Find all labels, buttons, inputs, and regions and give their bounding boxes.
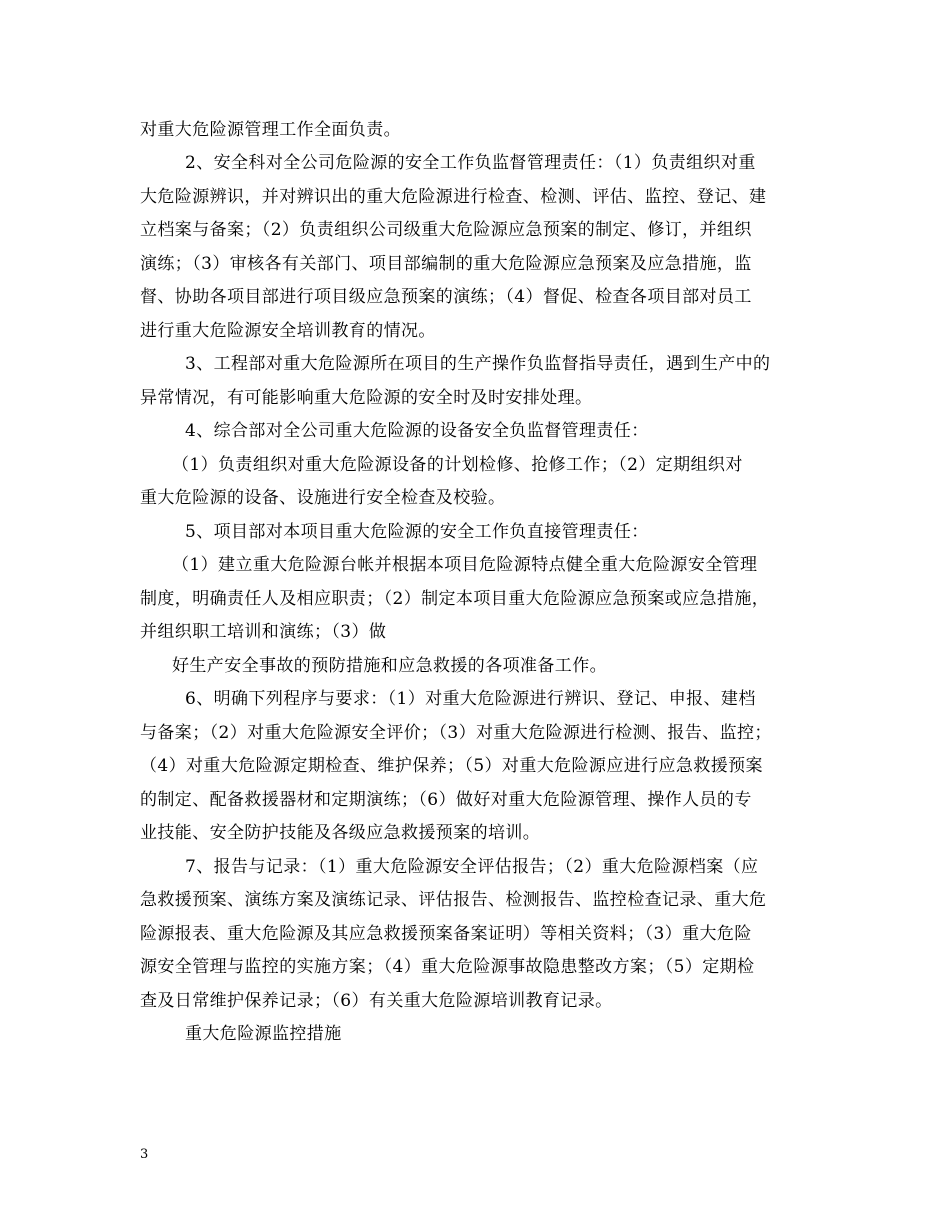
text-line: 进行重大危险源安全培训教育的情况。 xyxy=(140,321,436,341)
text-line: 查及日常维护保养记录；（6）有关重大危险源培训教育记录。 xyxy=(140,991,613,1011)
text-line: 督、协助各项目部进行项目级应急预案的演练；（4）督促、检查各项目部对员工 xyxy=(140,287,752,307)
text-line: 对重大危险源管理工作全面负责。 xyxy=(140,120,401,140)
text-line: 演练；（3）审核各有关部门、项目部编制的重大危险源应急预案及应急措施，监 xyxy=(140,254,752,274)
text-line: 重大危险源的设备、设施进行安全检查及校验。 xyxy=(140,488,506,508)
text-line: 急救援预案、演练方案及演练记录、评估报告、检测报告、监控检查记录、重大危 xyxy=(140,890,767,910)
text-line: 的制定、配备救援器材和定期演练；（6）做好对重大危险源管理、操作人员的专 xyxy=(140,790,752,810)
text-line: 制度，明确责任人及相应职责；（2）制定本项目重大危险源应急预案或应急措施， xyxy=(140,589,770,609)
text-line: 4、综合部对全公司重大危险源的设备安全负监督管理责任： xyxy=(185,421,649,441)
text-line: （1）建立重大危险源台帐并根据本项目危险源特点健全重大危险源安全管理 xyxy=(172,555,758,575)
text-line: 3、工程部对重大危险源所在项目的生产操作负监督指导责任，遇到生产中的 xyxy=(185,354,771,374)
text-line: （1）负责组织对重大危险源设备的计划检修、抢修工作；（2）定期组织对 xyxy=(172,455,743,475)
text-line: （4）对重大危险源定期检查、维护保养；（5）对重大危险源应进行应急救援预案 xyxy=(140,756,763,776)
text-line: 好生产安全事故的预防措施和应急救援的各项准备工作。 xyxy=(172,656,607,676)
page-number: 3 xyxy=(140,1147,149,1162)
text-line: 并组织职工培训和演练；（3）做 xyxy=(140,622,387,642)
text-line: 6、明确下列程序与要求：（1）对重大危险源进行辨识、登记、申报、建档 xyxy=(185,689,756,709)
text-line: 异常情况，有可能影响重大危险源的安全时及时安排处理。 xyxy=(140,388,593,408)
text-line: 险源报表、重大危险源及其应急救援预案备案证明）等相关资料；（3）重大危险 xyxy=(140,924,752,944)
text-line: 大危险源辨识，并对辨识出的重大危险源进行检查、检测、评估、监控、登记、建 xyxy=(140,187,767,207)
text-line: 业技能、安全防护技能及各级应急救援预案的培训。 xyxy=(140,823,541,843)
section-heading: 重大危险源监控措施 xyxy=(185,1024,342,1044)
text-line: 2、安全科对全公司危险源的安全工作负监督管理责任：（1）负责组织对重 xyxy=(185,153,756,173)
text-line: 源安全管理与监控的实施方案；（4）重大危险源事故隐患整改方案；（5）定期检 xyxy=(140,957,755,977)
text-line: 5、项目部对本项目重大危险源的安全工作负直接管理责任： xyxy=(185,522,649,542)
text-line: 立档案与备案；（2）负责组织公司级重大危险源应急预案的制定、修订，并组织 xyxy=(140,220,752,240)
text-line: 与备案；（2）对重大危险源安全评价；（3）对重大危险源进行检测、报告、监控； xyxy=(140,723,772,743)
text-line: 7、报告与记录：（1）重大危险源安全评估报告；（2）重大危险源档案（应 xyxy=(185,857,759,877)
